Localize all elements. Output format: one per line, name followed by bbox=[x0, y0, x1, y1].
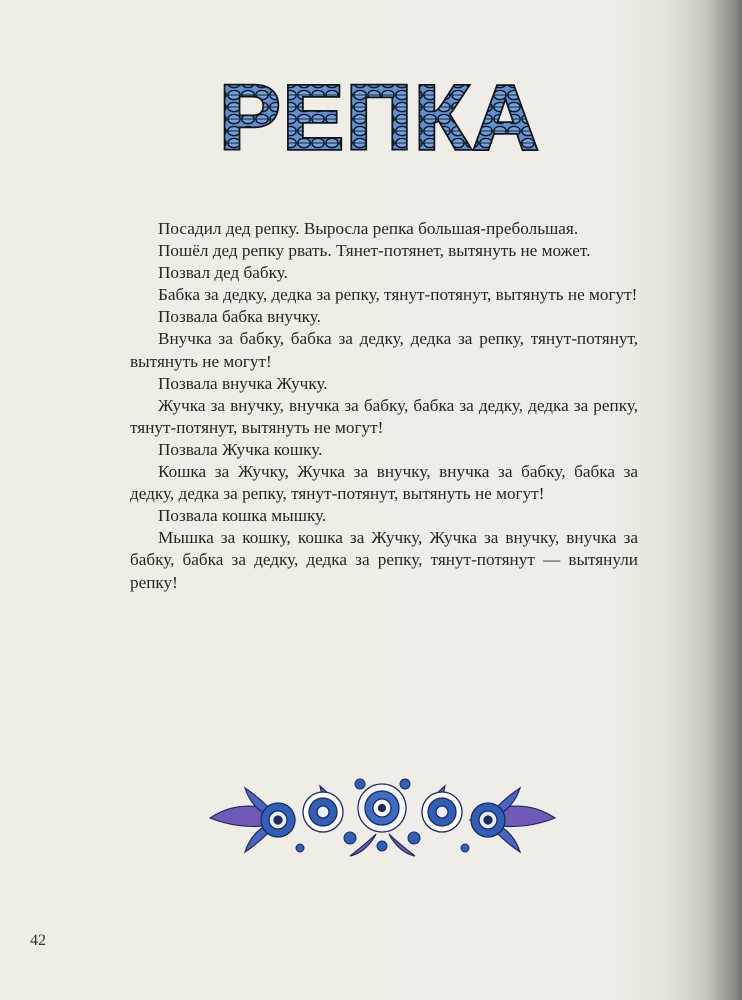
floral-ornament bbox=[200, 768, 565, 870]
title-text: РЕПКА bbox=[219, 67, 541, 165]
page-number: 42 bbox=[30, 932, 46, 949]
paragraph: Бабка за дедку, дедка за репку, тянут-потянут, вытянуть не могут! bbox=[158, 285, 638, 305]
paragraph: Посадил дед репку. Выросла репка большая-пребольшая. bbox=[158, 219, 579, 238]
paragraph: Кошка за Жучку, Жучка за внучку, внучка за бабку, бабка за дедку, дедка за репку, тянут-потянут, вытянуть не могут! bbox=[130, 462, 638, 504]
paragraph: Мышка за кошку, кошка за Жучку, Жучка за внучку, внучка за бабку, бабка за дедку, дедка за репку, тянут-потянут — вытянули репку! bbox=[130, 528, 638, 592]
paragraph: Внучка за бабку, бабка за дедку, дедка за репку, тянут-потянут, вытянуть не могут! bbox=[130, 329, 638, 371]
paragraph: Пошёл дед репку рвать. Тянет-потянет, вытянуть не может. bbox=[158, 241, 591, 261]
paragraph: Позвала бабка внучку. bbox=[158, 307, 321, 327]
paragraph: Позвал дед бабку. bbox=[158, 263, 288, 283]
story-text bbox=[130, 218, 638, 594]
story-title bbox=[185, 65, 575, 165]
paragraph: Позвала внучка Жучку. bbox=[158, 373, 328, 393]
paragraph: Жучка за внучку, внучка за бабку, бабка за дедку, дедка за репку, тянут-потянут, вытянуть не могут! bbox=[130, 395, 638, 437]
paragraph: Позвала Жучка кошку. bbox=[158, 439, 323, 459]
paragraph: Позвала кошка мышку. bbox=[158, 506, 327, 526]
